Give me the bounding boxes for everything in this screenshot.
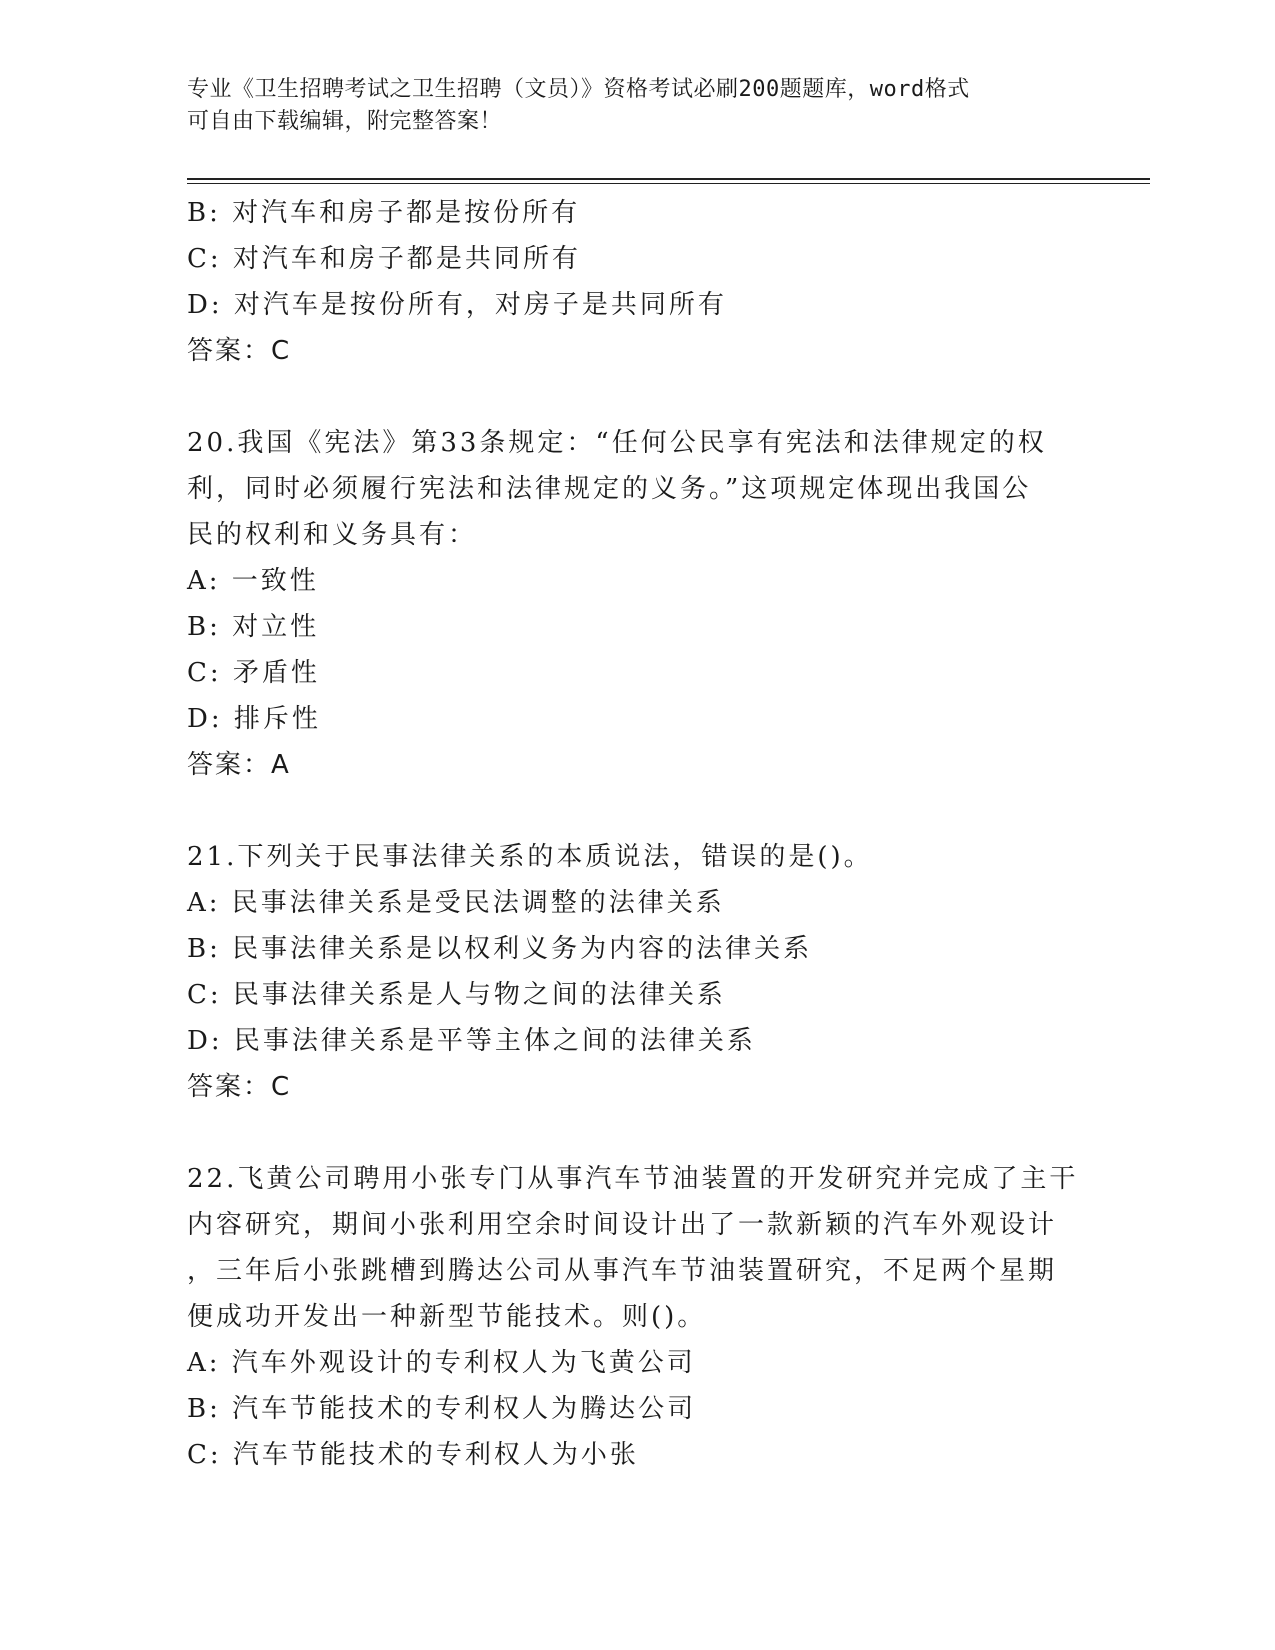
answer-line: 答案：A	[187, 750, 291, 780]
question-stem-line: 20.我国《宪法》第33条规定：“任何公民享有宪法和法律规定的权	[187, 428, 1047, 458]
question-stem-line: 内容研究，期间小张利用空余时间设计出了一款新颖的汽车外观设计	[187, 1210, 1058, 1240]
question-stem-line: 22.飞黄公司聘用小张专门从事汽车节油装置的开发研究并完成了主干	[187, 1164, 1079, 1194]
header-line-1: 专业《卫生招聘考试之卫生招聘（文员）》资格考试必刷200题题库，word格式	[187, 77, 970, 102]
option-d: D: 排斥性	[187, 704, 321, 734]
spacer	[187, 374, 1087, 420]
document-body	[187, 190, 1087, 1478]
option-b: B: 民事法律关系是以权利义务为内容的法律关系	[187, 934, 813, 964]
question-stem-line: 利，同时必须履行宪法和法律规定的义务。”这项规定体现出我国公	[187, 474, 1032, 504]
question-stem-line: 民的权利和义务具有：	[187, 520, 478, 550]
option-b: B: 汽车节能技术的专利权人为腾达公司	[187, 1394, 697, 1424]
option-a: A: 民事法律关系是受民法调整的法律关系	[187, 888, 725, 918]
question-22	[187, 1156, 1087, 1478]
option-c: C: 民事法律关系是人与物之间的法律关系	[187, 980, 726, 1010]
prev-question-block	[187, 190, 1087, 374]
answer-line: 答案：C	[187, 1072, 292, 1102]
header-divider-thin	[187, 183, 1150, 184]
header-divider-thick	[187, 178, 1150, 180]
question-stem-line: 21.下列关于民事法律关系的本质说法，错误的是()。	[187, 842, 873, 872]
option-b: B: 对汽车和房子都是按份所有	[187, 198, 581, 228]
spacer	[187, 788, 1087, 834]
answer-line: 答案：C	[187, 336, 292, 366]
option-a: A: 汽车外观设计的专利权人为飞黄公司	[187, 1348, 696, 1378]
option-d: D: 民事法律关系是平等主体之间的法律关系	[187, 1026, 756, 1056]
option-c: C: 矛盾性	[187, 658, 320, 688]
option-c: C: 对汽车和房子都是共同所有	[187, 244, 581, 274]
question-20	[187, 420, 1087, 788]
option-a: A: 一致性	[187, 566, 319, 596]
option-d: D: 对汽车是按份所有，对房子是共同所有	[187, 290, 727, 320]
spacer	[187, 1110, 1087, 1156]
option-b: B: 对立性	[187, 612, 320, 642]
question-stem-line: 便成功开发出一种新型节能技术。则()。	[187, 1302, 707, 1332]
document-header	[187, 74, 1087, 138]
header-line-2: 可自由下载编辑，附完整答案！	[187, 109, 503, 134]
question-stem-line: ，三年后小张跳槽到腾达公司从事汽车节油装置研究，不足两个星期	[187, 1256, 1058, 1286]
question-21	[187, 834, 1087, 1110]
option-c: C: 汽车节能技术的专利权人为小张	[187, 1440, 639, 1470]
